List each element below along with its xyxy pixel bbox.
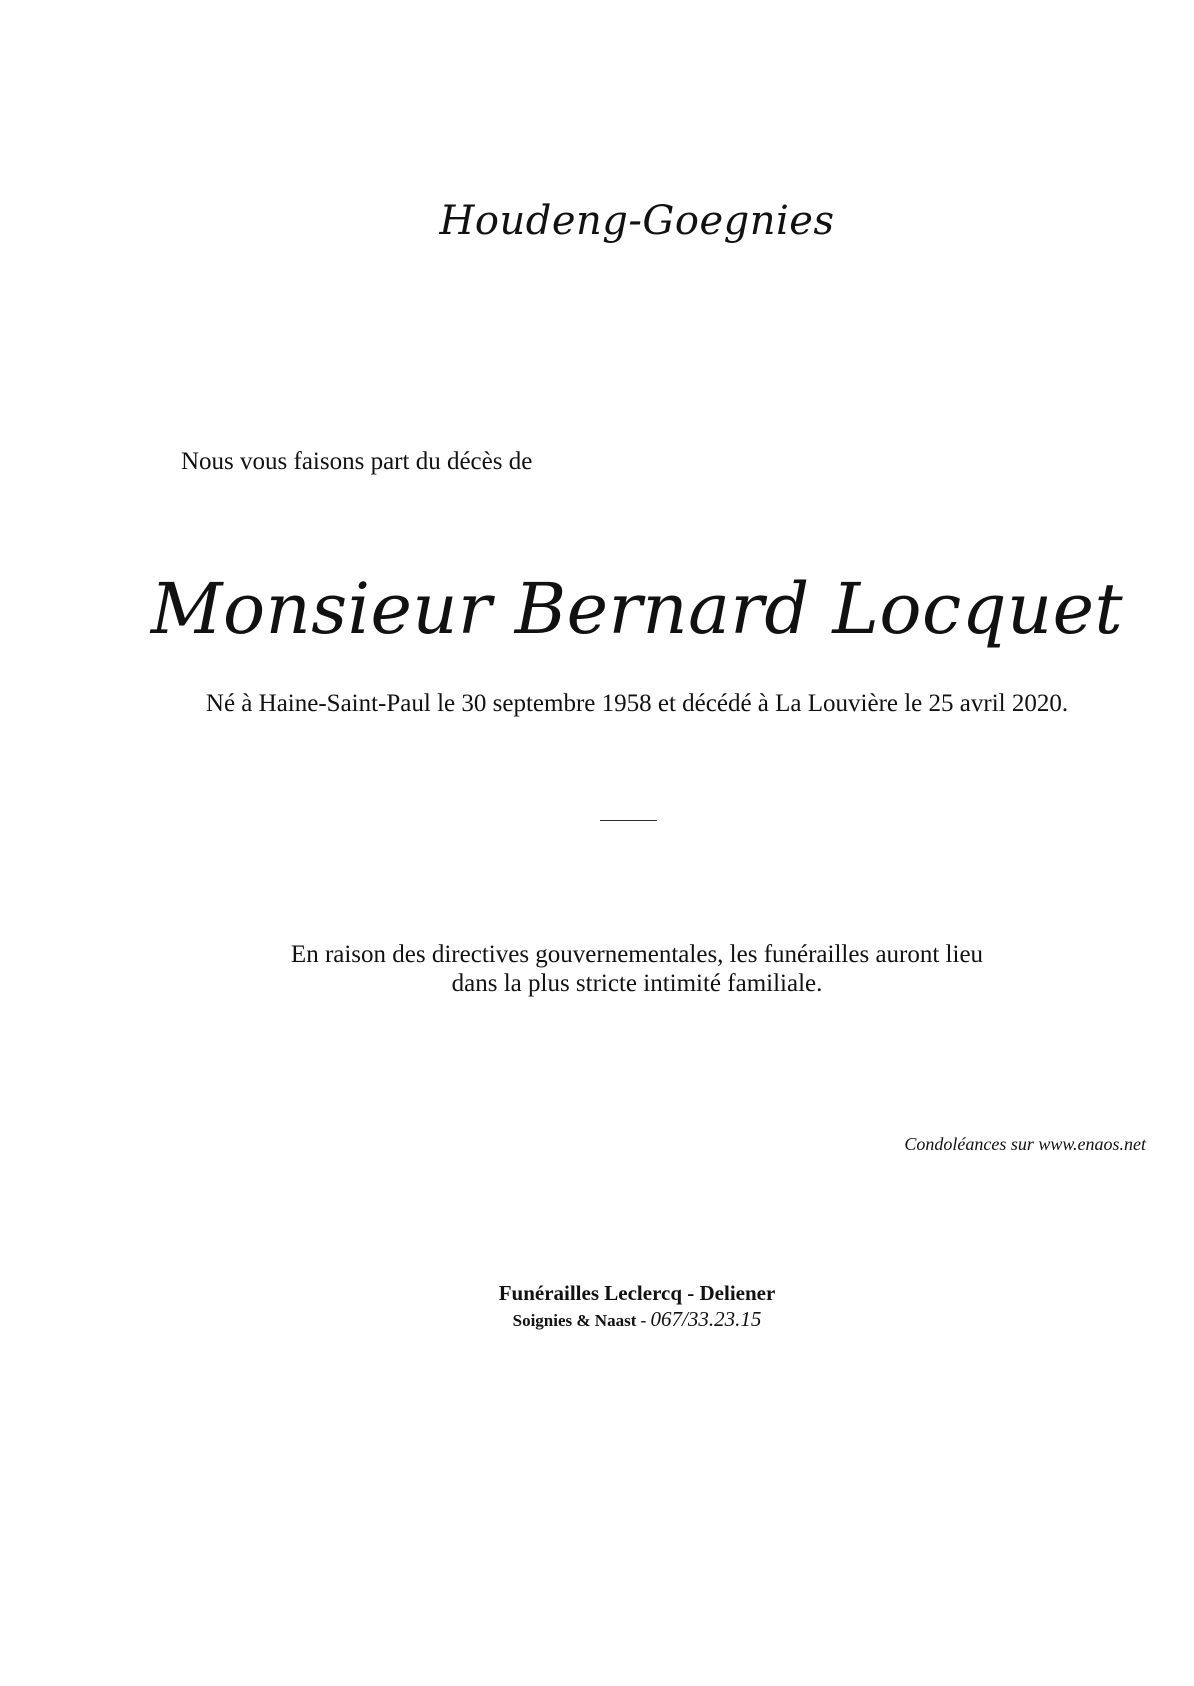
deceased-name: Monsieur Bernard Locquet: [150, 568, 1124, 650]
funeral-home-locations: Soignies & Naast -: [512, 1311, 651, 1330]
funeral-home-phone: 067/33.23.15: [650, 1307, 762, 1331]
divider-line: [600, 820, 657, 821]
locality-heading: Houdeng-Goegnies: [439, 198, 835, 244]
funeral-notice: [40, 940, 1194, 998]
funeral-home-name: Funérailles Leclercq - Deliener: [498, 1281, 776, 1305]
condolences-text: Condoléances sur www.enaos.net: [904, 1134, 1146, 1154]
birth-death-line: Né à Haine-Saint-Paul le 30 septembre 1958 et décédé à La Louvière le 25 avril 2020.: [205, 690, 1069, 717]
funeral-home-block: [40, 1280, 1194, 1333]
notice-line-2: dans la plus stricte intimité familiale.: [451, 970, 823, 997]
funeral-home-contact: [40, 1307, 1194, 1333]
intro-text: Nous vous faisons part du décès de: [181, 448, 533, 475]
notice-line-1: En raison des directives gouvernementales, les funérailles auront lieu: [290, 941, 984, 968]
